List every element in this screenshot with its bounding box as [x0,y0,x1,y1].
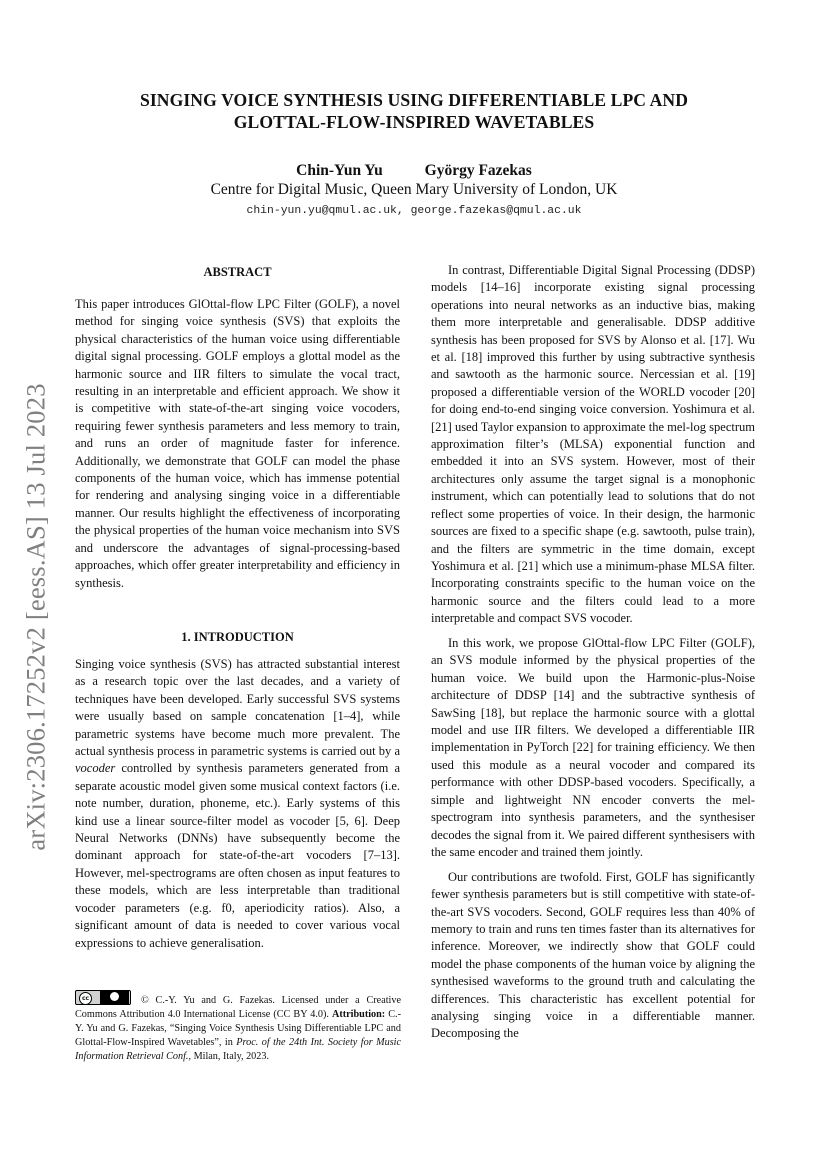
intro-text-part: controlled by synthesis parameters generated from a separate acoustic model given some musical context factors (i.e. note number, duration, phoneme, etc.). Early systems of this kind use a linear source-filter model as vocoder [5, 6]. Deep Neural Networks (DNNs) have subsequently become the dominant approach for state-of-the-art vocoders [7–13]. However, mel-spectrograms are often chosen as input features to these models, which are less interpretable than traditional vocoder parameters (e.g. f0, aperiodicity ratios). Also, a significant amount of data is needed to cover various vocal expressions to achieve generalisation. [75,761,400,950]
intro-text-part: Singing voice synthesis (SVS) has attracted substantial interest as a research topic over the last decades, and a variety of techniques have been developed. Early successful SVS systems were usually based on sample concatenation [1–4], while parametric systems have become much more prevalent. The actual synthesis process in parametric systems is carried out by a [75,657,400,759]
cc-by-license-icon [75,990,131,1005]
introduction-section [75,656,400,952]
right-column [431,262,755,1043]
affiliation: Centre for Digital Music, Queen Mary University of London, UK [210,181,618,198]
abstract-section [75,296,400,592]
attribution-label: Attribution: [332,1009,386,1020]
author-name: György Fazekas [424,162,532,179]
attribution-text: C.-Y. Yu and G. Fazekas, “Singing Voice Synthesis Using Differentiable LPC and Glottal-Flow-Inspired Wavetables”, in [75,1009,401,1048]
arxiv-identifier [18,362,54,872]
author-list [0,161,828,181]
author-emails: chin-yun.yu@qmul.ac.uk, george.fazekas@qmul.ac.uk [246,205,582,217]
venue-location: Milan, Italy, 2023. [191,1051,270,1062]
introduction-heading: 1. INTRODUCTION [181,630,294,644]
license-text: © C.-Y. Yu and G. Fazekas. Licensed under a Creative Commons Attribution 4.0 International License (CC BY 4.0). [75,995,401,1020]
body-paragraph: In contrast, Differentiable Digital Signal Processing (DDSP) models [14–16] incorporate existing signal processing operations into neural networks as an inductive bias, making them more interpretable and generalisable. DDSP additive synthesis has been proposed for SVS by Alonso et al. [17]. Wu et al. [18] improved this further by using subtractive synthesis and sawtooth as the harmonic source. Nercessian et al. [19] proposed a differentiable version of the WORLD vocoder [20] for doing end-to-end singing voice conversion. Yoshimura et al. [21] used Taylor expansion to approximate the mel-log spectrum approximation filter’s (MLSA) exponential function and embedded it into an SVS system. However, most of their architectures only assume the target signal is a monophonic instrument, which can potentially lead to solutions that do not reflect some properties of voice. In their design, the harmonic sources are fixed to a specific shape (e.g. sawtooth, pulse train), and the filters are symmetric in the time domain, except Yoshimura et al. [21] which use a minimum-phase MLSA filter. Incorporating constraints specific to the human voice on the harmonic source and the filters could lead to a more interpretable and compact SVS vocoder. [431,263,755,626]
abstract-text: This paper introduces GlOttal-flow LPC Filter (GOLF), a novel method for singing voice synthesis (SVS) that exploits the physical characteristics of the human voice using differentiable digital signal processing. GOLF employs a glottal model as the harmonic source and IIR filters to simulate the vocal tract, resulting in an interpretable and efficient approach. We show it is competitive with state-of-the-art singing voice vocoders, requiring fewer synthesis parameters and less memory to train, and runs an order of magnitude faster for inference. Additionally, we demonstrate that GOLF can model the phase components of the human voice, which has immense potential for rendering and analysing singing voice in a differentiable manner. Our results highlight the effectiveness of incorporating the physical properties of the human voice mechanism into SVS and underscore the advantages of signal-processing-based approaches, which offer greater interpretability and efficiency in synthesis. [75,297,400,590]
body-paragraph: In this work, we propose GlOttal-flow LPC Filter (GOLF), an SVS module informed by the physical properties of the human voice. We build upon the Harmonic-plus-Noise architecture of DDSP [14] and the subtractive synthesis of SawSing [18], but replace the harmonic source with a glottal model and use IIR filters. We developed a differentiable IIR implementation in PyTorch [22] for training efficiency. We then used this module as a neural vocoder and compared its performance with other DDSP-based vocoders. Specifically, a simple and lightweight NN encoder converts the mel-spectrogram into synthesis parameters, and the synthesiser decodes the signal from it. We paired different synthesisers with the same encoder and trained them jointly. [431,636,755,859]
author-name: Chin-Yun Yu [296,162,383,179]
cc-icon: cc [79,992,92,1005]
paper-title [0,89,828,133]
body-paragraph: Our contributions are twofold. First, GOLF has significantly fewer synthesis parameters but is still competitive with state-of-the-art SVS vocoders. Second, GOLF requires less than 40% of memory to train and runs ten times faster than its alternatives for inference. Moreover, we indirectly show that GOLF could model the phase components of the human voice by aligning the synthesised waveforms to the ground truth and calculating the differences. This characteristic has excellent potential for analysing singing voice in a differentiable manner. Decomposing the [431,869,755,1041]
title-line-2: GLOTTAL-FLOW-INSPIRED WAVETABLES [233,112,595,132]
emphasis-vocoder: vocoder [75,761,116,776]
arxiv-identifier-text: arXiv:2306.17252v2 [eess.AS] 13 Jul 2023 [20,383,51,851]
abstract-heading: ABSTRACT [203,265,272,279]
title-line-1: SINGING VOICE SYNTHESIS USING DIFFERENTIABLE LPC AND [139,90,689,110]
license-footnote [75,990,401,1064]
by-icon [100,991,129,1004]
introduction-paragraph [75,656,400,952]
venue-name: Proc. of the 24th Int. Society for Music Information Retrieval Conf., [75,1037,402,1062]
